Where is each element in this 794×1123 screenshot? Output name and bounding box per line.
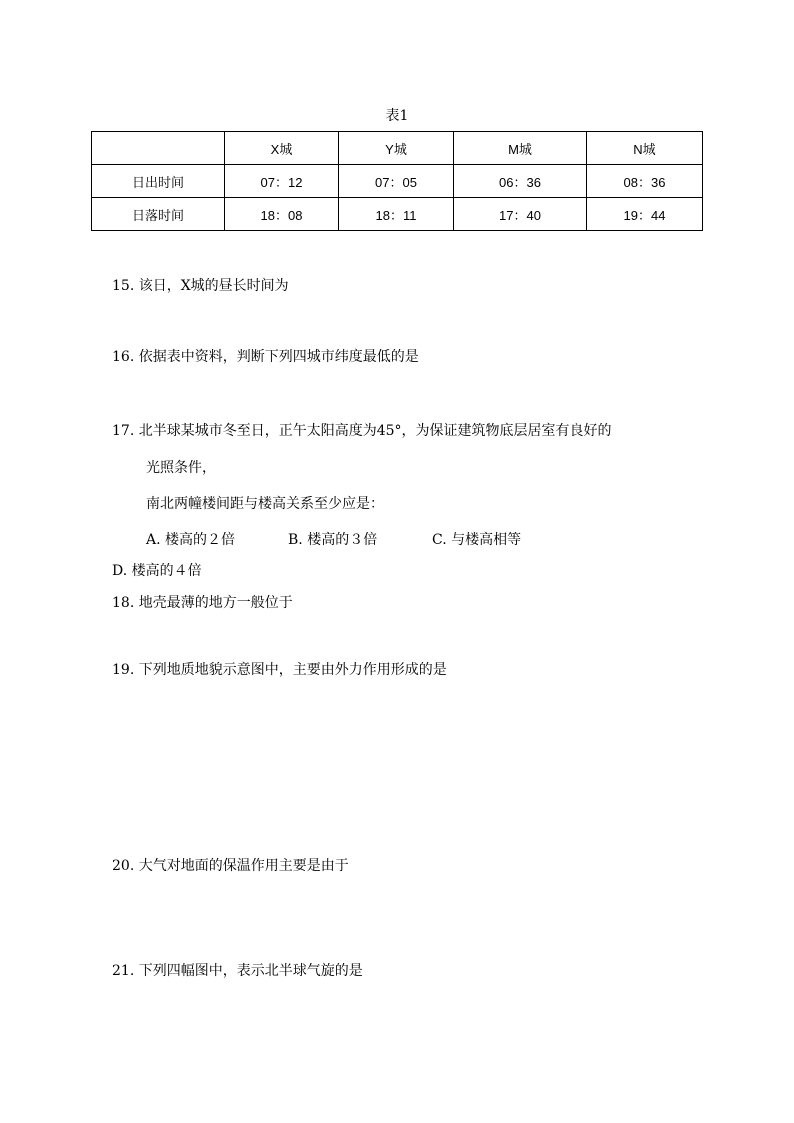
question-20: 20. 大气对地面的保温作用主要是由于 bbox=[112, 858, 349, 874]
table-header-row bbox=[92, 132, 703, 165]
table-cell: 日出时间 bbox=[92, 165, 225, 198]
question-17: 17. 北半球某城市冬至日，正午太阳高度为45°，为保证建筑物底层居室有良好的 bbox=[112, 423, 612, 439]
table-header-cell: Y城 bbox=[339, 132, 454, 165]
table-header-cell: N城 bbox=[587, 132, 703, 165]
table-header-cell: M城 bbox=[454, 132, 587, 165]
table-cell: 07：12 bbox=[225, 165, 339, 198]
sunrise-sunset-table bbox=[91, 131, 703, 231]
table-cell: 06：36 bbox=[454, 165, 587, 198]
question-16: 16. 依据表中资料，判断下列四城市纬度最低的是 bbox=[112, 349, 419, 365]
question-19: 19. 下列地质地貌示意图中，主要由外力作用形成的是 bbox=[112, 662, 447, 678]
table-row bbox=[92, 198, 703, 231]
table-cell: 18：08 bbox=[225, 198, 339, 231]
option-c: C. 与楼高相等 bbox=[432, 532, 522, 548]
question-21: 21. 下列四幅图中，表示北半球气旋的是 bbox=[112, 963, 363, 979]
table-cell: 08：36 bbox=[587, 165, 703, 198]
table-header-cell bbox=[92, 132, 225, 165]
table-cell: 07：05 bbox=[339, 165, 454, 198]
option-b: B. 楼高的３倍 bbox=[288, 532, 378, 548]
table-row bbox=[92, 165, 703, 198]
table-cell: 19：44 bbox=[587, 198, 703, 231]
question-15: 15. 该日，X城的昼长时间为 bbox=[112, 278, 289, 294]
table-cell: 日落时间 bbox=[92, 198, 225, 231]
option-a: A. 楼高的２倍 bbox=[146, 532, 236, 548]
table-header-cell: X城 bbox=[225, 132, 339, 165]
option-d: D. 楼高的４倍 bbox=[112, 563, 202, 579]
question-18: 18. 地壳最薄的地方一般位于 bbox=[112, 595, 293, 611]
table-cell: 18：11 bbox=[339, 198, 454, 231]
table-caption: 表1 bbox=[385, 108, 409, 124]
table-cell: 17：40 bbox=[454, 198, 587, 231]
question-17-stem: 南北两幢楼间距与楼高关系至少应是： bbox=[146, 496, 384, 512]
question-17-continuation: 光照条件， bbox=[146, 460, 216, 476]
